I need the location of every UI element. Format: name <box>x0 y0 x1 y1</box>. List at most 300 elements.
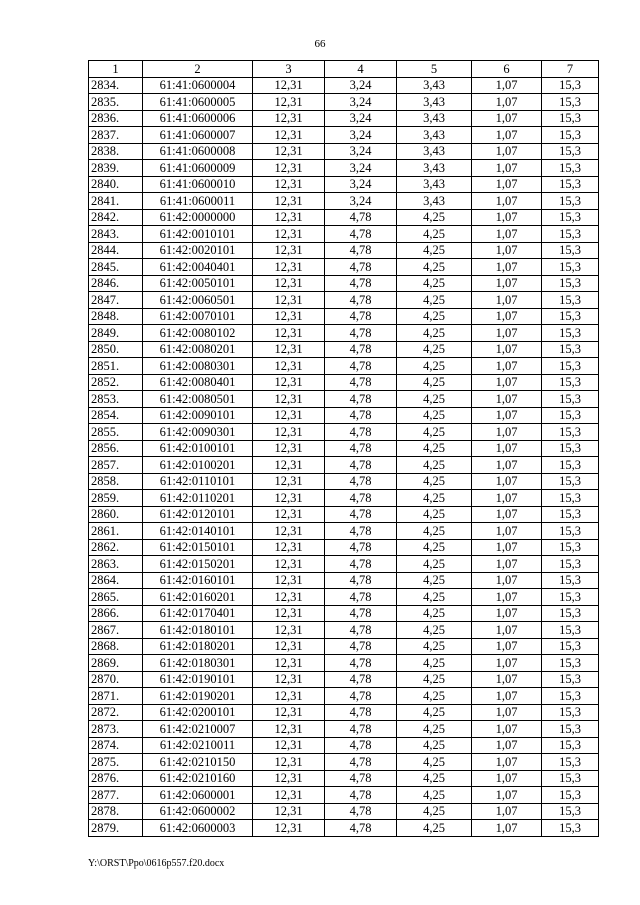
table-cell: 4,25 <box>397 572 472 589</box>
table-cell: 2858. <box>89 473 143 490</box>
table-cell: 15,3 <box>542 308 599 325</box>
table-cell: 4,25 <box>397 374 472 391</box>
table-cell: 4,78 <box>325 787 397 804</box>
table-cell: 2870. <box>89 671 143 688</box>
table-cell: 15,3 <box>542 160 599 177</box>
table-cell: 2853. <box>89 391 143 408</box>
table-row <box>89 127 599 144</box>
table-cell: 4,25 <box>397 391 472 408</box>
table-cell: 1,07 <box>472 572 542 589</box>
table-row <box>89 803 599 820</box>
table-cell: 15,3 <box>542 754 599 771</box>
table-cell: 4,25 <box>397 589 472 606</box>
table-cell: 4,25 <box>397 341 472 358</box>
table-cell: 2840. <box>89 176 143 193</box>
table-cell: 61:42:0190101 <box>143 671 253 688</box>
table-cell: 2862. <box>89 539 143 556</box>
table-cell: 1,07 <box>472 325 542 342</box>
table-cell: 1,07 <box>472 275 542 292</box>
table-cell: 2856. <box>89 440 143 457</box>
table-cell: 4,25 <box>397 275 472 292</box>
table-cell: 15,3 <box>542 341 599 358</box>
table-cell: 1,07 <box>472 787 542 804</box>
table-cell: 3,24 <box>325 110 397 127</box>
table-cell: 3,43 <box>397 77 472 94</box>
table-cell: 2842. <box>89 209 143 226</box>
table-cell: 12,31 <box>253 638 325 655</box>
table-cell: 61:42:0600003 <box>143 820 253 837</box>
table-cell: 1,07 <box>472 391 542 408</box>
table-cell: 15,3 <box>542 209 599 226</box>
table-cell: 1,07 <box>472 94 542 111</box>
table-cell: 15,3 <box>542 688 599 705</box>
table-cell: 61:42:0200101 <box>143 704 253 721</box>
table-cell: 4,25 <box>397 770 472 787</box>
table-cell: 4,78 <box>325 242 397 259</box>
table-cell: 4,25 <box>397 556 472 573</box>
table-cell: 1,07 <box>472 721 542 738</box>
table-cell: 2857. <box>89 457 143 474</box>
table-cell: 2877. <box>89 787 143 804</box>
table-cell: 61:42:0020101 <box>143 242 253 259</box>
table-cell: 4,78 <box>325 572 397 589</box>
table-cell: 12,31 <box>253 737 325 754</box>
table-cell: 12,31 <box>253 688 325 705</box>
table-row <box>89 160 599 177</box>
table-cell: 2875. <box>89 754 143 771</box>
table-cell: 4,25 <box>397 490 472 507</box>
table-row <box>89 325 599 342</box>
table-cell: 1,07 <box>472 160 542 177</box>
table-cell: 4,78 <box>325 292 397 309</box>
table-cell: 1,07 <box>472 209 542 226</box>
table-row <box>89 622 599 639</box>
table-cell: 1,07 <box>472 820 542 837</box>
table-cell: 12,31 <box>253 803 325 820</box>
table-cell: 2851. <box>89 358 143 375</box>
table-cell: 4,25 <box>397 638 472 655</box>
table-cell: 2866. <box>89 605 143 622</box>
column-header: 6 <box>472 61 542 78</box>
table-row <box>89 193 599 210</box>
table-row <box>89 787 599 804</box>
table-cell: 61:41:0600010 <box>143 176 253 193</box>
table-cell: 12,31 <box>253 820 325 837</box>
table-cell: 12,31 <box>253 292 325 309</box>
table-cell: 12,31 <box>253 259 325 276</box>
table-cell: 1,07 <box>472 226 542 243</box>
table-cell: 15,3 <box>542 820 599 837</box>
table-cell: 15,3 <box>542 358 599 375</box>
table-cell: 12,31 <box>253 94 325 111</box>
table-cell: 15,3 <box>542 803 599 820</box>
table-cell: 4,78 <box>325 523 397 540</box>
table-cell: 15,3 <box>542 473 599 490</box>
table-cell: 2873. <box>89 721 143 738</box>
table-cell: 15,3 <box>542 671 599 688</box>
table-cell: 61:41:0600008 <box>143 143 253 160</box>
table-cell: 2872. <box>89 704 143 721</box>
table-cell: 2861. <box>89 523 143 540</box>
table-cell: 2865. <box>89 589 143 606</box>
table-cell: 2845. <box>89 259 143 276</box>
table-cell: 4,25 <box>397 506 472 523</box>
table-row <box>89 721 599 738</box>
table-cell: 1,07 <box>472 770 542 787</box>
table-cell: 4,78 <box>325 589 397 606</box>
table-cell: 12,31 <box>253 209 325 226</box>
data-table <box>88 60 599 837</box>
table-cell: 3,43 <box>397 143 472 160</box>
table-row <box>89 292 599 309</box>
table-cell: 4,78 <box>325 638 397 655</box>
table-cell: 3,24 <box>325 127 397 144</box>
table-cell: 4,78 <box>325 605 397 622</box>
table-row <box>89 506 599 523</box>
table-cell: 1,07 <box>472 671 542 688</box>
table-cell: 15,3 <box>542 259 599 276</box>
table-row <box>89 341 599 358</box>
table-cell: 4,78 <box>325 655 397 672</box>
table-cell: 12,31 <box>253 127 325 144</box>
table-cell: 4,25 <box>397 671 472 688</box>
table-row <box>89 605 599 622</box>
table-cell: 12,31 <box>253 341 325 358</box>
table-cell: 3,24 <box>325 77 397 94</box>
table-cell: 15,3 <box>542 424 599 441</box>
table-cell: 12,31 <box>253 358 325 375</box>
table-cell: 4,25 <box>397 539 472 556</box>
table-cell: 1,07 <box>472 622 542 639</box>
table-cell: 1,07 <box>472 242 542 259</box>
table-cell: 4,25 <box>397 226 472 243</box>
table-cell: 2876. <box>89 770 143 787</box>
table-cell: 15,3 <box>542 143 599 160</box>
table-row <box>89 77 599 94</box>
table-row <box>89 259 599 276</box>
table-cell: 2844. <box>89 242 143 259</box>
table-cell: 3,24 <box>325 176 397 193</box>
table-cell: 1,07 <box>472 341 542 358</box>
table-row <box>89 275 599 292</box>
table-cell: 61:42:0080201 <box>143 341 253 358</box>
table-cell: 1,07 <box>472 803 542 820</box>
table-cell: 15,3 <box>542 226 599 243</box>
table-cell: 2834. <box>89 77 143 94</box>
table-cell: 15,3 <box>542 176 599 193</box>
table-cell: 12,31 <box>253 490 325 507</box>
table-cell: 2849. <box>89 325 143 342</box>
table-cell: 4,25 <box>397 721 472 738</box>
table-cell: 4,78 <box>325 737 397 754</box>
table-cell: 61:42:0150201 <box>143 556 253 573</box>
column-header: 5 <box>397 61 472 78</box>
table-row <box>89 457 599 474</box>
table-cell: 3,43 <box>397 94 472 111</box>
table-cell: 4,78 <box>325 226 397 243</box>
table-row <box>89 737 599 754</box>
table-cell: 12,31 <box>253 176 325 193</box>
table-cell: 61:42:0150101 <box>143 539 253 556</box>
table-cell: 12,31 <box>253 556 325 573</box>
table-cell: 12,31 <box>253 622 325 639</box>
table-cell: 4,25 <box>397 737 472 754</box>
table-cell: 1,07 <box>472 737 542 754</box>
table-cell: 61:41:0600009 <box>143 160 253 177</box>
table-cell: 2837. <box>89 127 143 144</box>
table-cell: 1,07 <box>472 193 542 210</box>
table-cell: 15,3 <box>542 242 599 259</box>
table-cell: 61:42:0180301 <box>143 655 253 672</box>
column-header: 1 <box>89 61 143 78</box>
table-cell: 1,07 <box>472 655 542 672</box>
table-cell: 61:42:0080102 <box>143 325 253 342</box>
table-cell: 2848. <box>89 308 143 325</box>
table-cell: 1,07 <box>472 539 542 556</box>
table-cell: 12,31 <box>253 457 325 474</box>
table-cell: 1,07 <box>472 308 542 325</box>
table-row <box>89 374 599 391</box>
table-cell: 1,07 <box>472 110 542 127</box>
table-body <box>89 77 599 836</box>
table-cell: 12,31 <box>253 671 325 688</box>
table-cell: 1,07 <box>472 638 542 655</box>
table-cell: 2867. <box>89 622 143 639</box>
table-cell: 12,31 <box>253 226 325 243</box>
table-cell: 15,3 <box>542 374 599 391</box>
table-cell: 4,25 <box>397 704 472 721</box>
table-cell: 61:42:0110101 <box>143 473 253 490</box>
table-cell: 2863. <box>89 556 143 573</box>
table-cell: 61:42:0070101 <box>143 308 253 325</box>
table-cell: 1,07 <box>472 440 542 457</box>
table-cell: 4,78 <box>325 556 397 573</box>
table-cell: 12,31 <box>253 572 325 589</box>
table-cell: 12,31 <box>253 424 325 441</box>
table-cell: 4,78 <box>325 754 397 771</box>
table-cell: 4,78 <box>325 424 397 441</box>
table-row <box>89 655 599 672</box>
table-cell: 61:42:0100101 <box>143 440 253 457</box>
table-row <box>89 523 599 540</box>
table-cell: 12,31 <box>253 440 325 457</box>
table-cell: 1,07 <box>472 754 542 771</box>
table-cell: 15,3 <box>542 391 599 408</box>
table-cell: 4,25 <box>397 325 472 342</box>
table-cell: 2864. <box>89 572 143 589</box>
table-cell: 1,07 <box>472 374 542 391</box>
table-cell: 15,3 <box>542 787 599 804</box>
table-cell: 15,3 <box>542 721 599 738</box>
table-cell: 61:42:0110201 <box>143 490 253 507</box>
table-cell: 4,25 <box>397 292 472 309</box>
table-cell: 61:41:0600007 <box>143 127 253 144</box>
table-cell: 15,3 <box>542 193 599 210</box>
table-cell: 4,78 <box>325 325 397 342</box>
table-cell: 15,3 <box>542 325 599 342</box>
table-row <box>89 589 599 606</box>
table-cell: 4,25 <box>397 655 472 672</box>
table-cell: 2852. <box>89 374 143 391</box>
table-cell: 15,3 <box>542 737 599 754</box>
table-cell: 4,25 <box>397 754 472 771</box>
table-cell: 12,31 <box>253 143 325 160</box>
table-cell: 61:42:0010101 <box>143 226 253 243</box>
table-cell: 61:42:0090301 <box>143 424 253 441</box>
table-cell: 4,78 <box>325 308 397 325</box>
table-cell: 1,07 <box>472 605 542 622</box>
table-cell: 61:42:0080501 <box>143 391 253 408</box>
table-cell: 3,24 <box>325 160 397 177</box>
table-cell: 61:41:0600006 <box>143 110 253 127</box>
table-cell: 15,3 <box>542 523 599 540</box>
table-cell: 12,31 <box>253 110 325 127</box>
table-cell: 2835. <box>89 94 143 111</box>
table-cell: 12,31 <box>253 589 325 606</box>
table-cell: 2871. <box>89 688 143 705</box>
table-cell: 4,78 <box>325 473 397 490</box>
table-cell: 2850. <box>89 341 143 358</box>
table-cell: 61:42:0210011 <box>143 737 253 754</box>
table-cell: 61:42:0160201 <box>143 589 253 606</box>
table-cell: 1,07 <box>472 506 542 523</box>
table-cell: 12,31 <box>253 754 325 771</box>
table-cell: 4,78 <box>325 820 397 837</box>
table-cell: 2836. <box>89 110 143 127</box>
column-header: 7 <box>542 61 599 78</box>
table-row <box>89 704 599 721</box>
table-cell: 12,31 <box>253 242 325 259</box>
table-cell: 4,25 <box>397 523 472 540</box>
table-row <box>89 820 599 837</box>
table-row <box>89 242 599 259</box>
table-row <box>89 770 599 787</box>
table-cell: 61:42:0100201 <box>143 457 253 474</box>
table-cell: 4,25 <box>397 473 472 490</box>
table-cell: 15,3 <box>542 407 599 424</box>
table-cell: 12,31 <box>253 193 325 210</box>
table-cell: 4,25 <box>397 308 472 325</box>
table-cell: 4,25 <box>397 622 472 639</box>
table-row <box>89 94 599 111</box>
table-cell: 12,31 <box>253 506 325 523</box>
table-cell: 61:42:0140101 <box>143 523 253 540</box>
table-row <box>89 391 599 408</box>
table-cell: 3,43 <box>397 176 472 193</box>
table-cell: 3,43 <box>397 110 472 127</box>
table-cell: 4,78 <box>325 209 397 226</box>
table-row <box>89 407 599 424</box>
table-cell: 61:42:0090101 <box>143 407 253 424</box>
table-cell: 15,3 <box>542 589 599 606</box>
table-cell: 4,78 <box>325 803 397 820</box>
table-cell: 3,43 <box>397 193 472 210</box>
table-cell: 1,07 <box>472 688 542 705</box>
table-cell: 4,78 <box>325 671 397 688</box>
table-row <box>89 424 599 441</box>
table-row <box>89 176 599 193</box>
table-cell: 3,24 <box>325 193 397 210</box>
table-cell: 15,3 <box>542 638 599 655</box>
table-cell: 12,31 <box>253 770 325 787</box>
table-cell: 15,3 <box>542 94 599 111</box>
table-cell: 4,25 <box>397 457 472 474</box>
table-cell: 4,25 <box>397 440 472 457</box>
table-cell: 3,43 <box>397 160 472 177</box>
table-row <box>89 671 599 688</box>
table-cell: 4,78 <box>325 259 397 276</box>
table-cell: 61:42:0180101 <box>143 622 253 639</box>
table-cell: 61:42:0210007 <box>143 721 253 738</box>
table-cell: 61:42:0170401 <box>143 605 253 622</box>
table-cell: 1,07 <box>472 176 542 193</box>
table-cell: 2838. <box>89 143 143 160</box>
column-header: 4 <box>325 61 397 78</box>
table-row <box>89 754 599 771</box>
table-row <box>89 226 599 243</box>
table-cell: 12,31 <box>253 523 325 540</box>
table-cell: 4,25 <box>397 820 472 837</box>
table-cell: 15,3 <box>542 704 599 721</box>
table-cell: 4,25 <box>397 424 472 441</box>
table-cell: 4,78 <box>325 770 397 787</box>
file-path-footer: Y:\ORST\Ppo\0616p557.f20.docx <box>88 858 225 869</box>
table-cell: 15,3 <box>542 770 599 787</box>
table-row <box>89 308 599 325</box>
table-cell: 4,25 <box>397 787 472 804</box>
table-cell: 61:42:0190201 <box>143 688 253 705</box>
table-cell: 4,25 <box>397 242 472 259</box>
table-cell: 15,3 <box>542 605 599 622</box>
table-cell: 4,25 <box>397 605 472 622</box>
table-cell: 15,3 <box>542 457 599 474</box>
table-cell: 15,3 <box>542 440 599 457</box>
table-cell: 12,31 <box>253 407 325 424</box>
table-row <box>89 572 599 589</box>
table-cell: 12,31 <box>253 655 325 672</box>
column-header: 3 <box>253 61 325 78</box>
table-cell: 2874. <box>89 737 143 754</box>
table-cell: 1,07 <box>472 358 542 375</box>
table-cell: 12,31 <box>253 704 325 721</box>
table-cell: 2847. <box>89 292 143 309</box>
table-cell: 2854. <box>89 407 143 424</box>
table-cell: 1,07 <box>472 457 542 474</box>
table-cell: 61:42:0120101 <box>143 506 253 523</box>
table-cell: 4,78 <box>325 539 397 556</box>
table-cell: 15,3 <box>542 539 599 556</box>
table-cell: 2879. <box>89 820 143 837</box>
table-cell: 1,07 <box>472 556 542 573</box>
table-cell: 1,07 <box>472 523 542 540</box>
table-cell: 61:42:0080301 <box>143 358 253 375</box>
table-cell: 3,43 <box>397 127 472 144</box>
table-cell: 2868. <box>89 638 143 655</box>
table-cell: 1,07 <box>472 473 542 490</box>
table-cell: 4,78 <box>325 490 397 507</box>
table-cell: 61:42:0160101 <box>143 572 253 589</box>
table-cell: 15,3 <box>542 275 599 292</box>
table-cell: 15,3 <box>542 292 599 309</box>
table-cell: 1,07 <box>472 490 542 507</box>
table-cell: 12,31 <box>253 308 325 325</box>
table-cell: 61:41:0600011 <box>143 193 253 210</box>
table-cell: 2855. <box>89 424 143 441</box>
table-cell: 15,3 <box>542 110 599 127</box>
table-cell: 2841. <box>89 193 143 210</box>
table-cell: 1,07 <box>472 424 542 441</box>
table-cell: 4,78 <box>325 358 397 375</box>
